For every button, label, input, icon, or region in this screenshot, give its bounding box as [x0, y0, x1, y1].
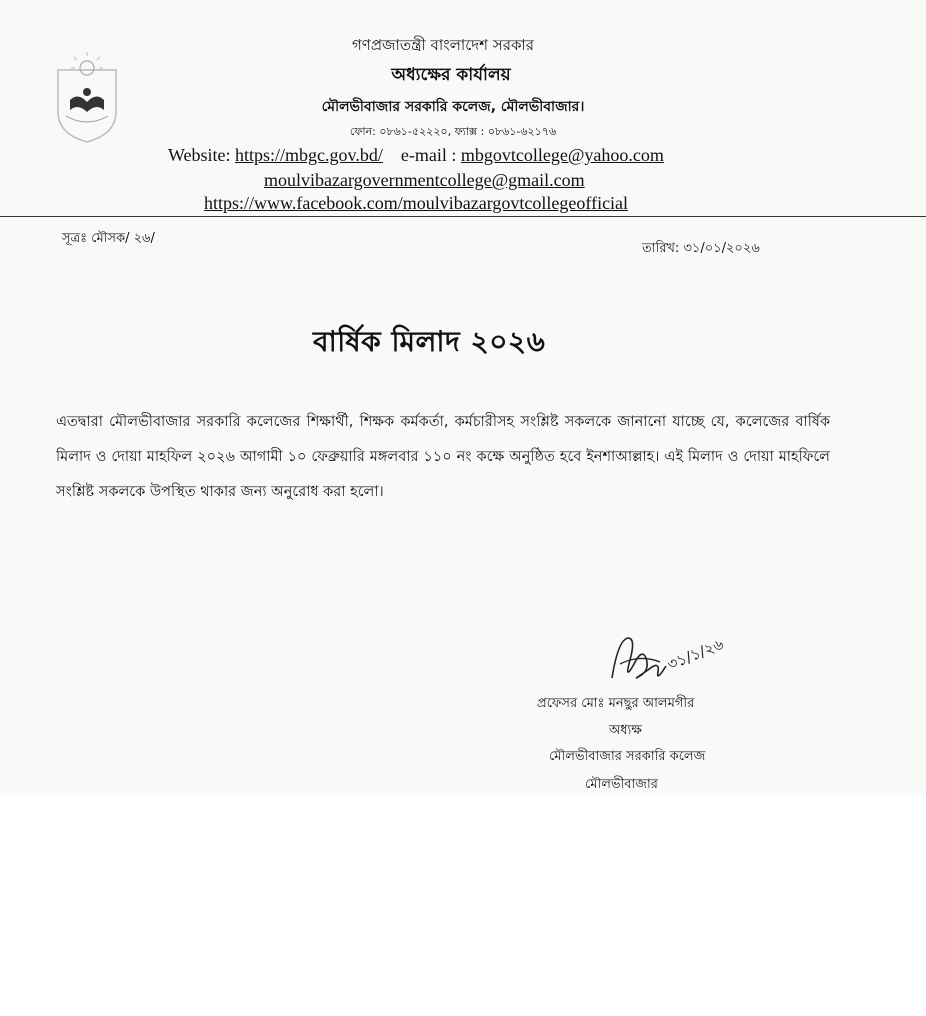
header-divider — [0, 216, 926, 217]
email-link-yahoo[interactable]: mbgovtcollege@yahoo.com — [460, 145, 664, 165]
signatory-name: প্রফেসর মোঃ মনছুর আলমগীর — [537, 696, 695, 711]
email-line — [264, 170, 585, 191]
signatory-institution: মৌলভীবাজার সরকারি কলেজ — [549, 749, 706, 764]
facebook-link[interactable]: https://www.facebook.com/moulvibazargovtcollegeofficial — [204, 193, 629, 213]
notice-body: এতদ্বারা মৌলভীবাজার সরকারি কলেজের শিক্ষার্থী, শিক্ষক কর্মকর্তা, কর্মচারীসহ সংশ্লিষ্ট সকলকে জানানো যাচ্ছে যে, কলেজের বার্ষিক মিলাদ ও দোয়া মাহফিল ২০২৬ আগামী ১০ ফেব্রুয়ারি মঙ্গলবার ১১০ নং কক্ষে অনুষ্ঠিত হবে ইনশাআল্লাহ। এই মিলাদ ও দোয়া মাহফিলে সংশ্লিষ্ট সকলকে উপস্থিত থাকার জন্য অনুরোধ করা হলো। — [56, 414, 830, 500]
facebook-line — [204, 193, 628, 214]
email-link-gmail[interactable]: moulvibazargovernmentcollege@gmail.com — [264, 170, 585, 190]
email-label: e-mail : — [400, 145, 457, 165]
contact-info: ফোন: ০৮৬১-৫২২২০, ফ্যাক্স : ০৮৬১-৬২১৭৬ — [349, 125, 557, 138]
website-link[interactable]: https://mbgc.gov.bd/ — [235, 145, 383, 165]
signatory-designation: অধ্যক্ষ — [609, 723, 642, 738]
office-name: অধ্যক্ষের কার্যালয় — [391, 65, 511, 85]
college-name: মৌলভীবাজার সরকারি কলেজ, মৌলভীবাজার। — [321, 99, 585, 115]
signatory-place: মৌলভীবাজার — [585, 777, 658, 792]
notice-date: তারিখ: ৩১/০১/২০২৬ — [642, 241, 760, 256]
reference-number: সূত্রঃ মৌসক/ ২৬/ — [62, 231, 155, 246]
signature-image — [600, 620, 730, 695]
government-name: গণপ্রজাতন্ত্রী বাংলাদেশ সরকার — [351, 36, 535, 54]
website-label: Website: — [168, 145, 231, 165]
website-line — [168, 145, 664, 166]
signature-date: ৩১/১/২৬ — [664, 634, 727, 674]
notice-title: বার্ষিক মিলাদ ২০২৬ — [313, 325, 546, 358]
